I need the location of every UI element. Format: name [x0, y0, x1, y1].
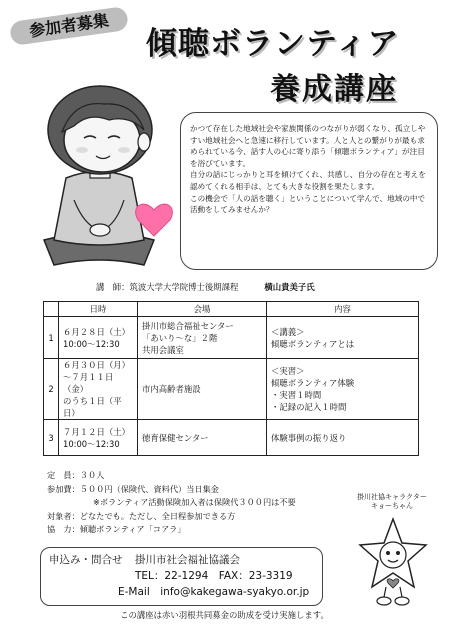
- page-subtitle: 養成講座: [270, 72, 398, 107]
- mascot-caption: 掛川社協キャラクター キョーちゃん: [357, 493, 427, 510]
- table-header-row: [44, 302, 419, 317]
- row-number: 1: [44, 317, 59, 359]
- fee-line: 参加費：５００円（保険代、資料代）当日集金: [47, 483, 219, 494]
- row-number: 2: [44, 359, 59, 420]
- fee-note-line: ※ボランティア活動保険加入者は保険代３００円は不要: [93, 497, 296, 507]
- row-content: ＜講義＞ 傾聴ボランティアとは: [267, 317, 419, 359]
- contact-organization: 掛川市社会福祉協議会: [135, 554, 240, 566]
- row-venue: 掛川市総合福祉センター 「あいり～な」２階 共用会議室: [138, 317, 267, 359]
- row-venue: 市内高齢者施設: [138, 359, 267, 420]
- row-content: 体験事例の振り返り: [267, 420, 419, 456]
- contact-email[interactable]: E-Mail info@kakegawa-syakyo.or.jp: [118, 586, 310, 598]
- recruitment-tag: 参加者募集: [9, 6, 129, 46]
- lecturer-line: [96, 281, 315, 293]
- row-content: ＜実習＞ 傾聴ボランティア体験 ・実習１時間 ・記録の記入１時間: [267, 359, 419, 420]
- contact-phone: TEL：22-1294 FAX：23-3319: [135, 570, 293, 582]
- row-date: ６月３０日（月） ～７月１１日（金） のうち１日（平日）: [59, 359, 138, 420]
- table-header-venue: 会場: [138, 302, 267, 317]
- elderly-woman-illustration: [4, 60, 194, 280]
- intro-paragraph: この機会で「人の話を聴く」ということについて学んで、地域の中で活動をしてみませんか？: [190, 193, 426, 215]
- lecturer-name: 横山貴美子氏: [264, 282, 315, 292]
- capacity-line: 定 員：３０人: [47, 470, 105, 480]
- row-venue: 徳育保健センター: [138, 420, 267, 456]
- footer-note: この講座は赤い羽根共同募金の助成を受け実施します。: [120, 610, 329, 620]
- table-header-content: 内容: [267, 302, 419, 317]
- table-row: [44, 359, 419, 420]
- page-title: 傾聴ボランティア: [146, 26, 400, 62]
- row-date: ６月２８日（土） 10:00～12:30: [59, 317, 138, 359]
- eligibility-line: 対象者：どなたでも。ただし、全日程参加できる方: [47, 510, 236, 521]
- intro-text-box: [180, 112, 438, 270]
- row-date: ７月１２日（土） 10:00～12:30: [59, 420, 138, 456]
- table-header-number: [44, 302, 59, 317]
- mascot-kyo-chan-illustration: [356, 515, 430, 607]
- event-info: [47, 469, 296, 537]
- contact-box: [40, 547, 323, 606]
- table-row: [44, 317, 419, 359]
- table-row: [44, 420, 419, 456]
- contact-label: 申込み・問合せ: [49, 554, 123, 566]
- lecturer-label: 講 師：筑波大学大学院博士後期課程: [96, 282, 239, 292]
- cooperation-line: 協 力：傾聴ボランティア「コアラ」: [47, 524, 186, 534]
- intro-paragraph: 自分の話にじっかりと耳を傾けてくれ、共感し、自分の存在と考えを認めてくれる相手は、とても大きな役割を果たします。: [190, 170, 426, 191]
- row-number: 3: [44, 420, 59, 456]
- intro-paragraph: かつて存在した地域社会や家族関係のつながりが弱くなり、孤立しやすい地域社会へと急速に移行しています。人と人との繋がりが最も求められている今、話す人の心に寄り添う「傾聴ボランティア」が注目を浴びています。: [190, 124, 426, 168]
- schedule-table: [43, 301, 419, 456]
- table-header-date: 日時: [59, 302, 138, 317]
